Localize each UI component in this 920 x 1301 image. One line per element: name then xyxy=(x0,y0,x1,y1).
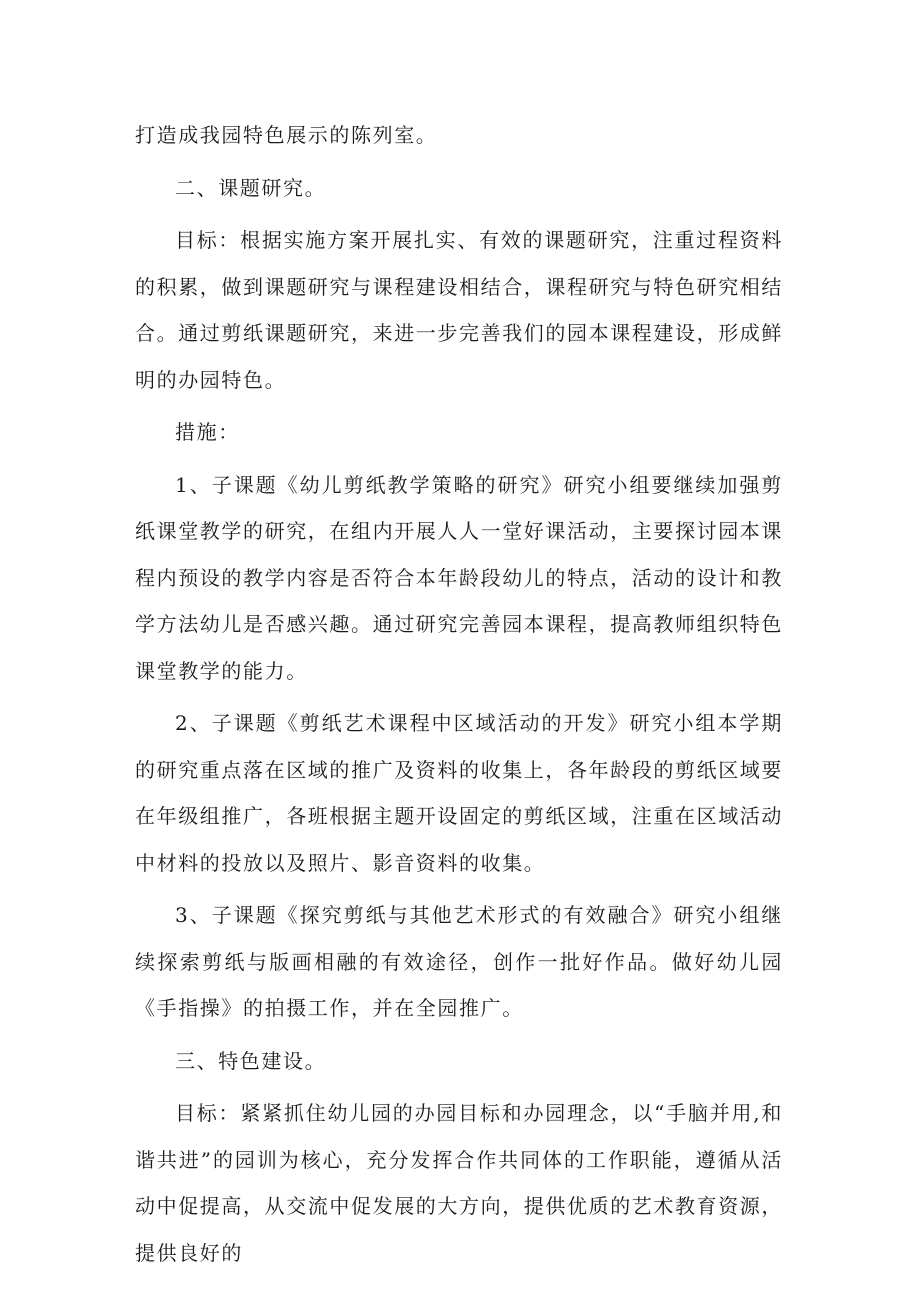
paragraph-measures-label: 措施： xyxy=(175,420,240,444)
section-heading-feature-building: 三、特色建设。 xyxy=(175,1048,327,1073)
paragraph-feature-goal: 目标：紧紧抓住幼儿园的办园目标和办园理念，以“手脑并用,和谐共进”的园训为核心，充分发挥合作共同体的工作职能，遵循从活动中促提高，从交流中促发展的大方向，提供优质的艺术教育资源，提供良好的 xyxy=(135,1101,783,1265)
document-body xyxy=(135,112,783,1276)
paragraph-measure-2: 2、子课题《剪纸艺术课程中区域活动的开发》研究小组本学期的研究重点落在区域的推广及资料的收集上，各年龄段的剪纸区域要在年级组推广，各班根据主题开设固定的剪纸区域，注重在区域活动中材料的投放以及照片、影音资料的收集。 xyxy=(135,711,783,875)
section-heading-research: 二、课题研究。 xyxy=(175,175,327,200)
paragraph-research-goal: 目标：根据实施方案开展扎实、有效的课题研究，注重过程资料的积累，做到课题研究与课程建设相结合，课程研究与特色研究相结合。通过剪纸课题研究，来进一步完善我们的园本课程建设，形成鲜明的办园特色。 xyxy=(135,228,783,392)
paragraph-measure-3: 3、子课题《探究剪纸与其他艺术形式的有效融合》研究小组继续探索剪纸与版画相融的有效途径，创作一批好作品。做好幼儿园《手指操》的拍摄工作，并在全园推广。 xyxy=(135,903,783,1020)
paragraph-continuation: 打造成我园特色展示的陈列室。 xyxy=(135,123,438,147)
paragraph-measure-1: 1、子课题《幼儿剪纸教学策略的研究》研究小组要继续加强剪纸课堂教学的研究，在组内开展人人一堂好课活动，主要探讨园本课程内预设的教学内容是否符合本年龄段幼儿的特点，活动的设计和教学方法幼儿是否感兴趣。通过研究完善园本课程，提高教师组织特色课堂教学的能力。 xyxy=(135,472,783,683)
